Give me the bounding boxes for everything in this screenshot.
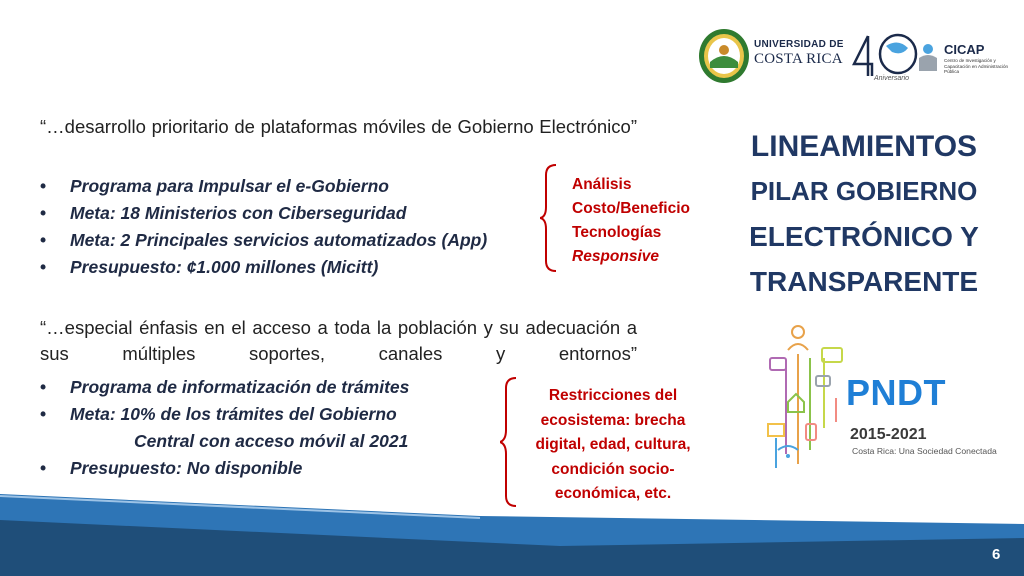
bullet-item — [40, 377, 409, 398]
cicap-name: CICAP — [944, 42, 985, 57]
title-line4: TRANSPARENTE — [749, 266, 979, 297]
title-line3: ELECTRÓNICO Y — [749, 221, 979, 252]
quote-mobile-platforms: “…desarrollo prioritario de plataformas móviles de Gobierno Electrónico” — [40, 116, 637, 137]
curly-bracket-1 — [540, 163, 560, 273]
bullet-continuation: Central con acceso móvil al 2021 — [134, 431, 409, 451]
side-note: condición socio- — [551, 460, 675, 478]
cicap-icon — [916, 42, 940, 72]
side-note: Análisis — [572, 176, 632, 193]
page-number: 6 — [992, 546, 1001, 563]
bullet-dot: • — [40, 404, 47, 424]
side-notes-1 — [572, 173, 690, 269]
pndt-icons-graphic — [760, 318, 850, 474]
bullet-text: Meta: 2 Principales servicios automatizados (App) — [70, 230, 488, 250]
bullet-text: Programa para Impulsar el e-Gobierno — [70, 176, 389, 196]
bullet-item — [40, 176, 389, 197]
bullet-dot: • — [40, 176, 47, 196]
side-note: Responsive — [572, 248, 660, 265]
bullet-text: Meta: 18 Ministerios con Ciberseguridad — [70, 203, 407, 223]
university-line1: UNIVERSIDAD DE — [754, 39, 844, 50]
anniversary-label: Aniversario — [874, 75, 910, 82]
bottom-decorative-band — [0, 480, 1024, 576]
title-line1: LINEAMIENTOS — [750, 130, 978, 163]
bullet-item — [40, 257, 378, 278]
side-note: digital, edad, cultura, — [535, 436, 691, 453]
side-note: Restricciones del — [548, 387, 678, 404]
side-note: Costo/Beneficio — [572, 200, 690, 217]
bullet-item — [40, 203, 406, 224]
bullet-item — [40, 458, 302, 479]
bullet-text: Presupuesto: No disponible — [70, 458, 303, 478]
slide-title — [726, 124, 1002, 304]
bullet-item — [40, 230, 487, 251]
bullet-dot: • — [40, 257, 47, 277]
title-line2: PILAR GOBIERNO — [750, 176, 978, 206]
quote-population-access: “…especial énfasis en el acceso a toda la población y su adecuación a sus múltiples soportes, canales y entornos” — [40, 317, 637, 364]
bullet-text: Meta: 10% de los trámites del Gobierno — [70, 404, 397, 424]
bullet-dot: • — [40, 230, 47, 250]
ucr-seal-logo — [698, 28, 750, 84]
side-note: Tecnologías — [572, 224, 662, 241]
bullet-item — [40, 404, 397, 425]
bullet-text: Programa de informatización de trámites — [70, 377, 410, 397]
bullet-text: Presupuesto: ¢1.000 millones (Micitt) — [70, 257, 379, 277]
pndt-tagline: Costa Rica: Una Sociedad Conectada — [852, 446, 997, 456]
pndt-years: 2015-2021 — [850, 426, 927, 443]
ucr-wordmark — [754, 40, 844, 67]
side-note: económica, etc. — [554, 485, 672, 502]
bullet-dot: • — [40, 203, 47, 223]
side-note: ecosistema: brecha — [540, 411, 686, 429]
university-line2: COSTA RICA — [754, 51, 843, 67]
bullet-dot: • — [40, 377, 47, 397]
bullet-dot: • — [40, 458, 47, 478]
anniversary-40-logo — [852, 32, 924, 82]
pndt-wordmark: PNDT — [846, 372, 946, 413]
cicap-subtitle: Centro de Investigación y Capacitación en Administración Pública — [944, 58, 1009, 74]
